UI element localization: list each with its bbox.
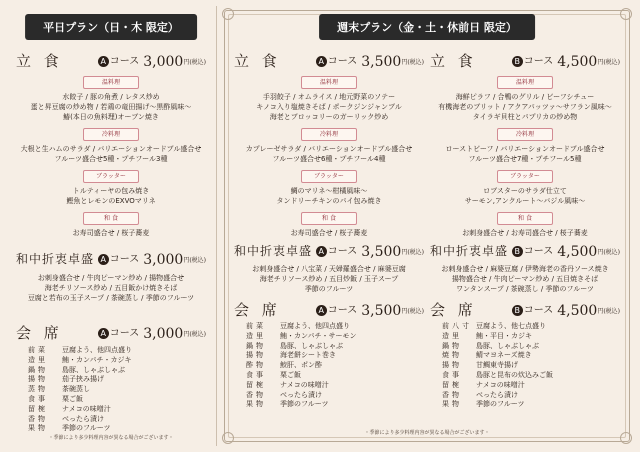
menu-item-line: ローストビーフ / バリエーションオードブル盛合せ — [445, 145, 605, 153]
menu-item-line: 水餃子 / 豚の角煮 / レタス炒め — [62, 93, 160, 101]
menu-item-line: 海老チリソース炒め / 五目炒飯 / 玉子スープ — [259, 275, 399, 283]
course-row — [430, 391, 620, 401]
section-header — [234, 240, 424, 260]
course-row — [234, 400, 424, 410]
row-value: 島豚、しゃぶしゃぶ — [280, 341, 343, 350]
menu-item-line: 海老チリソース炒め / 五目飯かけ焼きそば — [44, 284, 178, 292]
course-row — [430, 342, 620, 352]
row-value: 豆腐よう、他四点盛り — [280, 322, 350, 330]
row-label: 果物 — [28, 424, 48, 433]
row-value: 島豚と昆布の炊込みご飯 — [476, 370, 553, 379]
menu-item-line: 鰹魚とレモンのEXVOマリネ — [66, 197, 156, 205]
course-price — [512, 52, 620, 70]
row-value: 豆腐よう、他七点盛り — [476, 322, 546, 330]
course-label: コース — [327, 305, 358, 316]
course-label: コース — [327, 56, 358, 67]
row-label: 蒸物 — [28, 385, 48, 394]
price-value: 3,000 — [143, 53, 184, 70]
weekend-plan-panel — [220, 6, 634, 446]
row-value: 甘鯛東寺揚げ — [476, 361, 518, 370]
seasonal-note: ・季節により多少料理内容が異なる場合がございます・ — [364, 430, 490, 436]
tax-label: 円(税込) — [183, 331, 206, 338]
corner-ornament — [616, 4, 636, 24]
row-value: 季節のフルーツ — [476, 400, 525, 409]
category-label: 温料理 — [301, 76, 357, 89]
menu-item-line: タンドリーチキンのパイ包み焼き — [276, 197, 382, 205]
price-value: 3,500 — [361, 53, 402, 70]
row-value: 栗ご飯 — [280, 370, 301, 379]
course-price — [512, 242, 620, 260]
row-label: 鍋物 — [442, 341, 462, 350]
menu-item-line: 有機海老のブリット / アクアパッツァ～サフラン風味～ — [438, 103, 612, 111]
course-row — [16, 366, 206, 376]
section-header — [16, 322, 206, 342]
course-row — [234, 391, 424, 401]
course-row — [234, 361, 424, 371]
category-label: 冷料理 — [83, 128, 139, 141]
row-label: 造里 — [246, 331, 266, 340]
course-row — [16, 395, 206, 405]
row-value: 季節のフルーツ — [62, 424, 111, 433]
tax-label: 円(税込) — [401, 59, 424, 66]
menu-item-line: 季節のフルーツ — [304, 285, 354, 293]
section-header — [234, 50, 424, 70]
menu-item-line: 大根と生ハムのサラダ / バリエーションオードブル盛合せ — [20, 145, 202, 153]
row-value: 栗ご飯 — [62, 394, 83, 403]
row-label: 造里 — [28, 355, 48, 364]
row-value: 季節のフルーツ — [280, 400, 329, 409]
section-title: 会 席 — [16, 324, 63, 342]
row-value: ナメコの味噌汁 — [476, 380, 525, 389]
price-value: 3,500 — [361, 243, 402, 260]
menu-item-line: お寿司盛合せ / 桜子蕎麦 — [72, 229, 150, 237]
row-label: 前八寸 — [442, 322, 472, 330]
tax-label: 円(税込) — [597, 308, 620, 315]
course-price — [98, 324, 206, 342]
price-value: 4,500 — [557, 302, 598, 319]
menu-item-line: フルーツ盛合せ6種・プチフール4種 — [272, 155, 386, 163]
weekend-plan-banner: 週末プラン（金・土・休前日 限定） — [319, 14, 535, 40]
course-row — [16, 346, 206, 356]
section-title: 立 食 — [16, 52, 63, 70]
course-label: コース — [109, 254, 140, 265]
menu-item-line: 鰆(本日の魚料理)オーブン焼き — [63, 113, 159, 121]
category-label: ブラッター — [497, 170, 553, 183]
row-label: 留椀 — [442, 380, 462, 389]
course-row — [234, 371, 424, 381]
course-letter-badge: B — [512, 56, 523, 67]
tax-label: 円(税込) — [401, 308, 424, 315]
row-label: 留椀 — [246, 380, 266, 389]
tax-label: 円(税込) — [597, 249, 620, 256]
price-value: 4,500 — [557, 243, 598, 260]
row-label: 造里 — [442, 331, 462, 340]
menu-item-line: お刺身盛合せ / 麻婆豆腐 / 伊勢海老の香丹ソース焼き — [441, 265, 609, 273]
course-letter-badge: A — [98, 328, 109, 339]
menu-item-line: 手羽餃子 / オムライス / 地元野菜のソテー — [262, 93, 396, 101]
course-letter-badge: A — [316, 305, 327, 316]
course-letter-badge: A — [98, 254, 109, 265]
weekend-kaiseki-b-section — [430, 299, 620, 410]
course-row — [234, 322, 424, 332]
category-label: 温料理 — [497, 76, 553, 89]
weekend-kaiseki-a-section — [234, 299, 424, 410]
section-title: 立 食 — [234, 52, 281, 70]
row-value: べったら漬け — [476, 390, 518, 399]
section-title: 和中折衷卓盛 — [430, 244, 509, 258]
weekday-washu-section — [16, 248, 206, 303]
section-header — [16, 248, 206, 268]
section-title: 立 食 — [430, 52, 477, 70]
row-value: 島豚、しゃぶしゃぶ — [476, 341, 539, 350]
menu-item-line: キノコ入り塩焼きそば / ポークジンジャンブル — [256, 103, 402, 111]
tax-label: 円(税込) — [183, 59, 206, 66]
course-row — [16, 424, 206, 434]
course-row — [16, 415, 206, 425]
menu-item-line: カプレーゼサラダ / バリエーションオードブル盛合せ — [245, 145, 413, 153]
course-price — [512, 301, 620, 319]
course-label: コース — [109, 56, 140, 67]
section-title: 和中折衷卓盛 — [16, 252, 95, 266]
course-row — [430, 381, 620, 391]
course-price — [98, 52, 206, 70]
course-row — [430, 351, 620, 361]
menu-item-line: タイラギ貝柱とパプリカの炒め物 — [472, 113, 578, 121]
row-value: 島豚、しゃぶしゃぶ — [62, 365, 125, 374]
section-header — [430, 299, 620, 319]
category-label: 和 食 — [83, 212, 139, 225]
menu-item-line: 揚物盛合せ / 牛肉ピーマン炒め / 五目焼きそば — [451, 275, 599, 283]
course-row — [16, 356, 206, 366]
weekday-plan-banner: 平日プラン（日・木 限定） — [25, 14, 197, 40]
row-label: 鍋物 — [246, 341, 266, 350]
menu-item-line: フルーツ盛合せ5種・プチフール3種 — [54, 155, 168, 163]
row-label: 鍋物 — [28, 365, 48, 374]
course-price — [316, 52, 424, 70]
row-label: 香物 — [246, 390, 266, 399]
category-label: ブラッター — [83, 170, 139, 183]
menu-item-line: お刺身盛合せ / お寿司盛合せ / 桜子蕎麦 — [462, 229, 588, 237]
menu-item-line: 海老とブロッコリーのガーリック炒め — [269, 113, 389, 121]
row-label: 果物 — [246, 400, 266, 409]
course-row — [16, 405, 206, 415]
row-label: 前菜 — [28, 346, 48, 354]
menu-item-line: フルーツ盛合せ7種・プチフール5種 — [468, 155, 582, 163]
course-row — [234, 381, 424, 391]
price-value: 4,500 — [557, 53, 598, 70]
row-value: ナメコの味噌汁 — [62, 404, 111, 413]
course-label: コース — [523, 56, 554, 67]
row-value: 茄子挟み揚げ — [62, 375, 104, 384]
price-value: 3,500 — [361, 302, 402, 319]
corner-ornament — [218, 4, 238, 24]
weekday-kaiseki-section — [16, 322, 206, 434]
row-label: 酢物 — [246, 361, 266, 370]
tax-label: 円(税込) — [597, 59, 620, 66]
course-label: コース — [523, 246, 554, 257]
course-price — [98, 250, 206, 268]
row-label: 留椀 — [28, 404, 48, 413]
category-label: 和 食 — [301, 212, 357, 225]
row-value: 鮫肝、ポン酢 — [280, 361, 322, 370]
tax-label: 円(税込) — [401, 249, 424, 256]
row-label: 焼物 — [442, 351, 462, 360]
course-row — [234, 342, 424, 352]
row-value: 鮪・平目・カジキ — [476, 331, 532, 340]
tax-label: 円(税込) — [183, 257, 206, 264]
course-row — [430, 361, 620, 371]
row-value: 海老餅シート巻き — [280, 351, 336, 360]
menu-item-line: お刺身盛合せ / 八宝菜 / 天婦羅盛合せ / 麻婆豆腐 — [252, 265, 406, 273]
course-price — [316, 301, 424, 319]
row-value: べったら漬け — [280, 390, 322, 399]
section-header — [16, 50, 206, 70]
menu-item-line: トルティーヤの包み焼き — [72, 187, 150, 195]
course-letter-badge: A — [98, 56, 109, 67]
row-label: 食事 — [442, 370, 462, 379]
section-header — [234, 299, 424, 319]
course-row — [430, 400, 620, 410]
menu-item-line: 豆腐と若布の玉子スープ / 茶碗蒸し / 季節のフルーツ — [27, 294, 195, 302]
category-label: 温料理 — [83, 76, 139, 89]
row-label: 香物 — [28, 414, 48, 423]
course-row — [234, 332, 424, 342]
row-label: 前菜 — [246, 322, 266, 330]
menu-item-line: お刺身盛合せ / 牛肉ピーマン炒め / 揚物盛合せ — [37, 274, 185, 282]
course-row — [16, 375, 206, 385]
price-value: 3,000 — [143, 325, 184, 342]
course-row — [16, 385, 206, 395]
row-label: 香物 — [442, 390, 462, 399]
row-label: 食事 — [246, 370, 266, 379]
course-row — [234, 351, 424, 361]
weekday-tachigui-section — [16, 50, 206, 238]
course-letter-badge: A — [316, 56, 327, 67]
weekend-tachigui-a-section — [234, 50, 424, 238]
weekend-tachigui-b-section — [430, 50, 620, 238]
menu-item-line: サーモン,アンクルート～バジル風味～ — [464, 197, 586, 205]
row-label: 揚物 — [28, 375, 48, 384]
row-value: 鮪・カンパチ・サーモン — [280, 331, 357, 340]
weekend-washu-b-section — [430, 240, 620, 294]
menu-item-line: ロブスターのサラダ仕立て — [483, 187, 567, 195]
weekend-washu-a-section — [234, 240, 424, 294]
row-value: ナメコの味噌汁 — [280, 380, 329, 389]
row-value: 豆腐よう、他四点盛り — [62, 346, 132, 354]
course-letter-badge: A — [316, 246, 327, 257]
menu-item-line: ワンタンスープ / 茶碗蒸し / 季節のフルーツ — [456, 285, 594, 293]
course-row — [430, 371, 620, 381]
row-label: 揚物 — [246, 351, 266, 360]
section-title: 会 席 — [234, 301, 281, 319]
course-row — [430, 332, 620, 342]
section-header — [430, 50, 620, 70]
row-label: 果物 — [442, 400, 462, 409]
course-label: コース — [109, 328, 140, 339]
row-value: 鯖マヨネーズ焼き — [476, 351, 532, 360]
category-label: 冷料理 — [497, 128, 553, 141]
row-value: 鮪・カンパチ・カジキ — [62, 355, 132, 364]
row-label: 揚物 — [442, 361, 462, 370]
course-price — [316, 242, 424, 260]
row-value: 茶碗蒸し — [62, 385, 90, 394]
course-label: コース — [523, 305, 554, 316]
price-value: 3,000 — [143, 251, 184, 268]
menu-item-line: 蛋と昇豆腐の炒め物 / 若鶏の竜田揚げ～黒酢風味～ — [30, 103, 192, 111]
course-letter-badge: B — [512, 246, 523, 257]
menu-item-line: 鯛のマリネ～柑橘風味～ — [290, 187, 368, 195]
category-label: 冷料理 — [301, 128, 357, 141]
seasonal-note: ・季節により多少料理内容が異なる場合がございます・ — [48, 435, 174, 441]
row-value: べったら漬け — [62, 414, 104, 423]
section-title: 会 席 — [430, 301, 477, 319]
section-header — [430, 240, 620, 260]
category-label: 和 食 — [497, 212, 553, 225]
course-letter-badge: B — [512, 305, 523, 316]
weekday-plan-panel — [6, 6, 217, 446]
menu-item-line: お寿司盛合せ / 桜子蕎麦 — [290, 229, 368, 237]
course-label: コース — [327, 246, 358, 257]
course-row — [430, 322, 620, 332]
row-label: 食事 — [28, 394, 48, 403]
category-label: ブラッター — [301, 170, 357, 183]
menu-item-line: 海鮮ピラフ / 合鴨のグリル / ビーフシチュー — [455, 93, 595, 101]
section-title: 和中折衷卓盛 — [234, 244, 313, 258]
